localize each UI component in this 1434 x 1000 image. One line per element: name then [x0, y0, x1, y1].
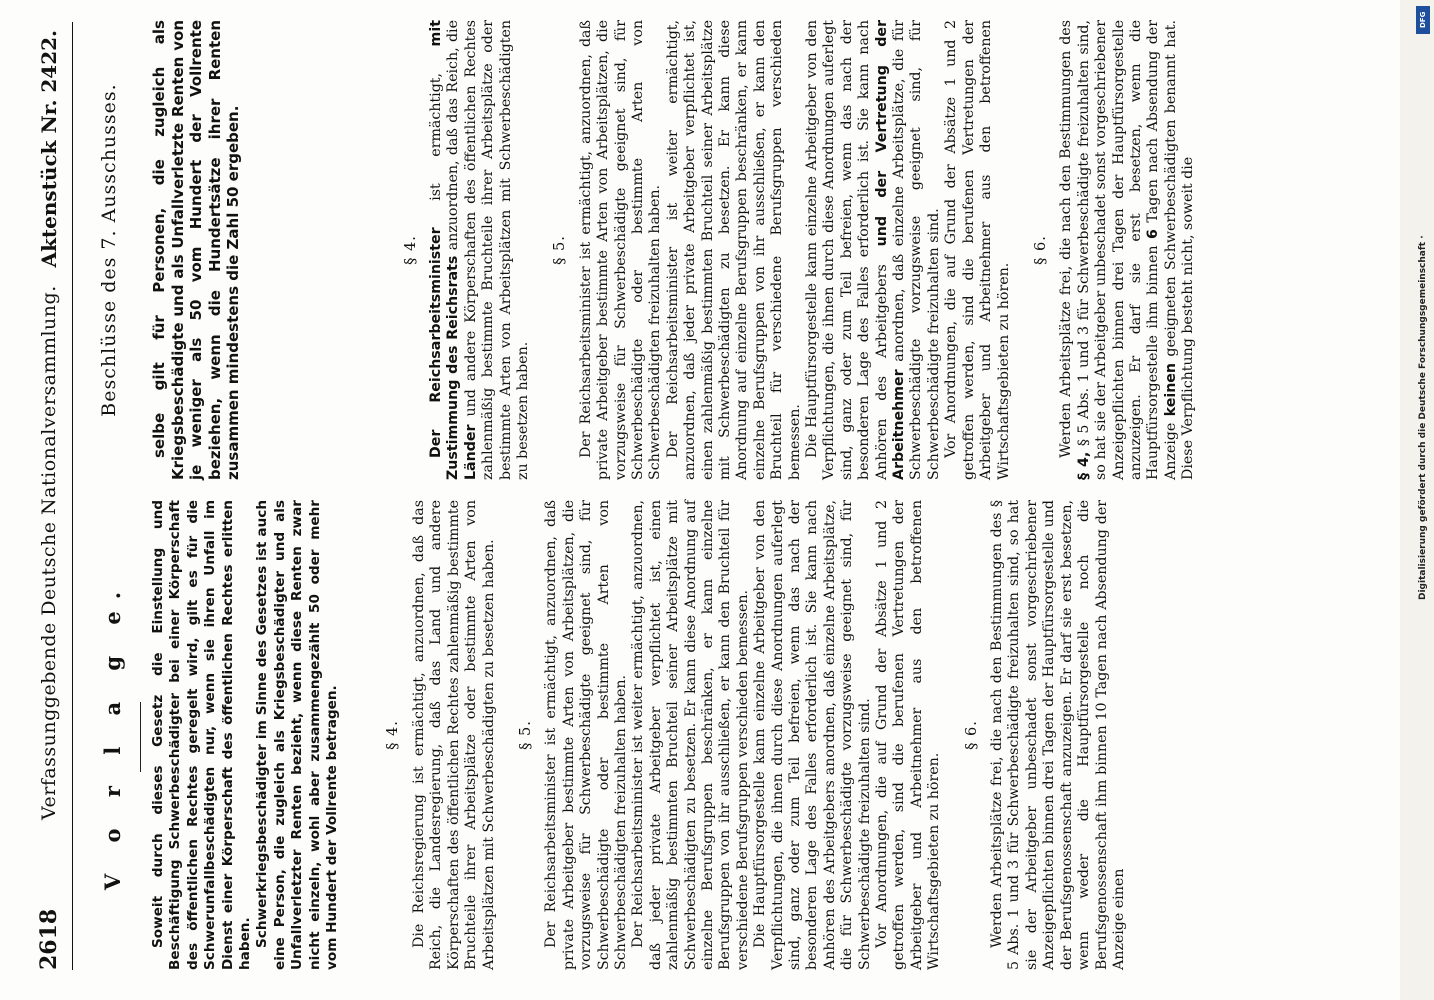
text: ist ermächtigt,	[427, 46, 444, 228]
paragraph: Schwerkriegsbeschädigter im Sinne des Gesetzes ist auch eine Person, die zugleich als Kriegsbeschädigter und als Unfallverletzter Renten bezieht, wenn diese Renten zwar nicht einzeln, wohl aber zusammengezählt 50 oder mehr vom Hundert der Vollrente betragen.	[254, 500, 341, 970]
paragraph	[1058, 20, 1197, 480]
digitization-note: Digitalisierung gefördert durch die Deutsche Forschungsgemeinschaft ·	[1418, 235, 1428, 600]
paragraph: Werden Arbeitsplätze frei, die nach den Bestimmungen des § 5 Abs. 1 und 3 für Schwerbeschädigte freizuhalten sind, so hat sie der Arbeitgeber unbeschadet sonst vorgeschriebener Anzeigepflichten binnen drei Tagen der Hauptfürsorgestelle und der Berufsgenossenschaft anzuzeigen. Er darf sie erst besetzen, wenn weder die Hauptfürsorgestelle noch die Berufsgenossenschaft ihm binnen 10 Tagen nach Absendung der Anzeige einen	[989, 500, 1127, 970]
paragraph	[428, 20, 532, 480]
left-column	[0, 500, 1128, 970]
bold-text: keinen	[1162, 362, 1179, 417]
text: Die Hauptfürsorgestelle kann einzelne Arbeitgeber von den Verpflichtungen, die ihnen durch diese Anordnungen auferlegt sind, ganz oder zum Teil befreien, wenn das nach der besonderen Lage des Falles erforderlich ist. Sie kann nach Anhören des Arbeitgebers	[804, 20, 890, 480]
dfg-logo: DFG	[1416, 6, 1430, 34]
paragraph: Die Hauptfürsorgestelle kann einzelne Arbeitgeber von den Verpflichtungen, die ihnen durch diese Anordnungen auferlegt sind, ganz oder zum Teil befreien, wenn das nach der besonderen Lage des Falles erforderlich ist. Sie kann nach Anhören des Arbeitgebers anordnen, daß einzelne Arbeitsplätze, die für Schwerbeschädigte vorzugsweise geeignet sind, für Schwerbeschädigte freizuhalten sind.	[752, 500, 873, 970]
aktenstueck-label: Aktenstück Nr. 2422.	[37, 30, 61, 268]
text: anordnen, daß einzelne Arbeitsplätze, die für Schwerbeschädigte vorzugsweise geeignet sind, für Schwerbeschädigte freizuhalten sind.	[891, 20, 942, 480]
bold-text: 6	[1145, 229, 1162, 239]
section-title: § 6.	[963, 720, 980, 750]
page-number: 2618	[36, 908, 62, 970]
bold-text: Der Reichsarbeitsminister	[427, 227, 444, 458]
section-title: § 5.	[517, 720, 534, 750]
running-title: Verfassunggebende Deutsche Nationalversammlung.	[38, 285, 60, 820]
section-title: § 4.	[385, 720, 402, 750]
paragraph	[804, 20, 943, 480]
section-title: § 5.	[552, 235, 569, 265]
bold-text: mit Zustimmung des Reichsrats	[427, 20, 462, 480]
paragraph: Der Reichsarbeitsminister ist ermächtigt, anzuordnen, daß private Arbeitgeber bestimmte Arten von Arbeitsplätzen, die vorzugsweise für Schwerbeschädigte geeignet sind, für Schwerbeschädigte oder bestimmte Arten von Schwerbeschädigten freizuhalten haben.	[543, 500, 629, 970]
bold-text: und der Vertretung der Arbeitnehmer	[873, 20, 908, 480]
paragraph: Vor Anordnungen, die auf Grund der Absätze 1 und 2 getroffen werden, sind die berufenen Vertretungen der Arbeitgeber und Arbeitnehmer aus den betroffenen Wirtschaftsgebieten zu hören.	[943, 20, 1012, 480]
bold-text: Länder	[462, 424, 479, 480]
right-column	[0, 20, 1198, 480]
text: anzuordnen, daß das Reich, die	[445, 20, 462, 256]
section-title: § 4.	[402, 235, 419, 265]
paragraph: Der Reichsarbeitsminister ist weiter ermächtigt, anzuordnen, daß jeder private Arbeitgeber verpflichtet ist, einen zahlenmäßig bestimmten Bruchteil seiner Arbeitsplätze mit Schwerbeschädigten zu besetzen. Er kann diese Anordnung auf einzelne Berufsgruppen beschränken, er kann einzelne Berufsgruppen von ihr ausschließen, er kann den Bruchteil für verschiedene Berufsgruppen verschieden bemessen.	[664, 20, 803, 480]
paragraph: selbe gilt für Personen, die zugleich als Kriegsbeschädigte und als Unfallverletzte Renten von je weniger als 50 vom Hundert der Vollrente beziehen, wenn die Hundertsätze ihrer Renten zusammen mindestens die Zahl 50 ergeben.	[150, 20, 242, 480]
text: Werden Arbeitsplätze frei, die nach den Bestimmungen des	[1058, 20, 1075, 458]
text: geeigneten Schwerbeschädigten benannt hat. Diese Verpflichtung besteht nicht, soweit die	[1162, 19, 1197, 480]
paragraph: Vor Anordnungen, die auf Grund der Absätze 1 und 2 getroffen werden, sind die berufenen Vertretungen der Arbeitgeber und Arbeitnehmer aus den betroffenen Wirtschaftsgebieten zu hören.	[874, 500, 943, 970]
paragraph: Die Reichsregierung ist ermächtigt, anzuordnen, daß das Reich, die Landesregierung, daß das Land und andere Körperschaften des öffentlichen Rechtes zahlenmäßig bestimmte Bruchteile ihrer Arbeitsplätze oder bestimmte Arten von Arbeitsplätzen mit Schwerbeschädigten zu besetzen haben.	[410, 500, 497, 970]
text: § 5 Abs. 1 und 3 für Schwerbeschädigte freizuhalten sind, so hat sie der Arbeitgeber unbeschadet sonst vorgeschriebener Anzeigepflichten binnen drei Tagen der Hauptfürsorgestelle anzuzeigen. Er darf sie erst besetzen, wenn die Hauptfürsorgestelle ihm binnen	[1075, 19, 1162, 480]
section-title: § 6.	[1032, 235, 1049, 265]
bold-text: § 4,	[1075, 451, 1092, 480]
beschluesse-heading: Beschlüsse des 7. Ausschusses.	[98, 83, 120, 417]
paragraph: Der Reichsarbeitsminister ist ermächtigt, anzuordnen, daß private Arbeitgeber bestimmte Arten von Arbeitsplätzen, die vorzugsweise für Schwerbeschädigte geeignet sind, für Schwerbeschädigte oder bestimmte Arten von Schwerbeschädigten freizuhalten haben.	[577, 20, 664, 480]
paragraph: Soweit durch dieses Gesetz die Einstellung und Beschäftigung Schwerbeschädigter bei einer Körperschaft des öffentlichen Rechtes geregelt wird, gilt es für die Schwerunfallbeschädigten nur, wenn sie ihren Unfall im Dienst einer Körperschaft des öffentlichen Rechtes erlitten haben.	[150, 500, 254, 970]
text: und andere Körperschaften des öffentlichen Rechtes zahlenmäßig bestimmte Bruchteile ihrer Arbeitsplätze oder bestimmte Arten von Arbeitsplätzen mit Schwerbeschädigten zu besetzen haben.	[462, 20, 531, 480]
vorlage-heading: V o r l a g e.	[100, 579, 125, 891]
text: Tagen nach Absendung der Anzeige	[1145, 20, 1179, 480]
paragraph: Der Reichsarbeitsminister ist weiter ermächtigt, anzuordnen, daß jeder private Arbeitgeber verpflichtet ist, einen zahlenmäßig bestimmten Bruchteil seiner Arbeitsplätze mit Schwerbeschädigten zu besetzen. Er kann diese Anordnung auf einzelne Berufsgruppen beschränken, er kann einzelne Berufsgruppen von ihr ausschließen, er kann den Bruchteil für verschiedene Berufsgruppen verschieden bemessen.	[630, 500, 751, 970]
